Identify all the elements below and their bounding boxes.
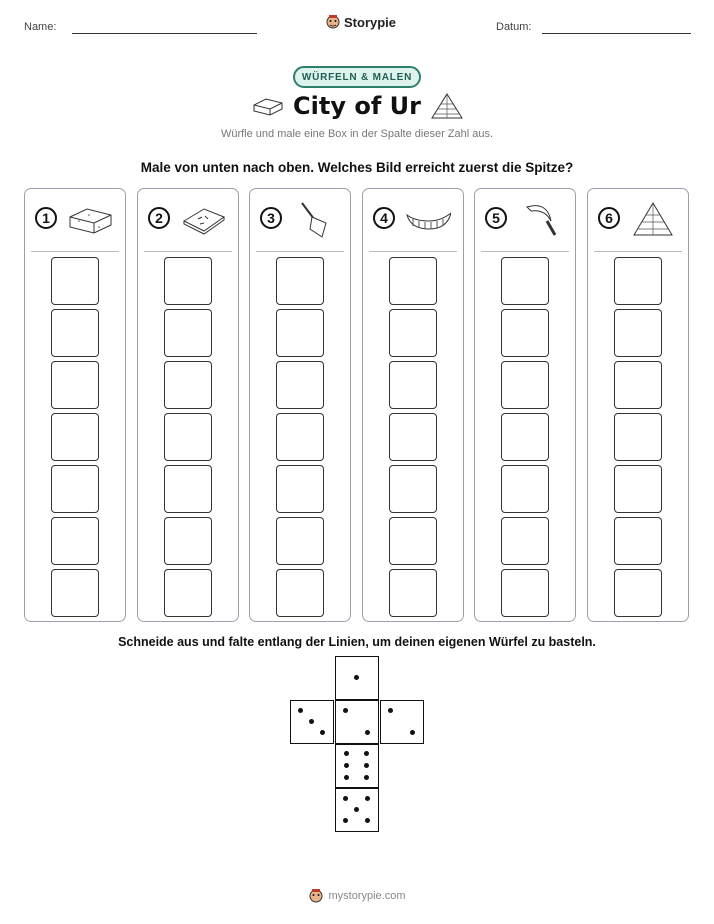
paint-box[interactable]	[614, 517, 662, 565]
column-6	[587, 188, 689, 622]
trowel-icon	[292, 199, 338, 239]
dice-pip	[343, 818, 348, 823]
paint-box[interactable]	[614, 569, 662, 617]
column-number: 4	[373, 207, 395, 229]
instruction-bottom: Schneide aus und falte entlang der Linien, um deinen eigenen Würfel zu basteln.	[118, 635, 596, 649]
column-5	[474, 188, 576, 622]
paint-box[interactable]	[164, 257, 212, 305]
column-header	[475, 189, 575, 251]
paint-box[interactable]	[51, 361, 99, 409]
sickle-icon	[517, 199, 563, 239]
column-number: 2	[148, 207, 170, 229]
paint-box[interactable]	[276, 257, 324, 305]
dice-pip	[343, 796, 348, 801]
column-3	[249, 188, 351, 622]
paint-box[interactable]	[501, 257, 549, 305]
paint-box[interactable]	[389, 413, 437, 461]
column-divider	[481, 251, 569, 252]
subtitle: Würfle und male eine Box in der Spalte dieser Zahl aus.	[220, 128, 494, 140]
column-header	[363, 189, 463, 251]
dice-pip	[364, 775, 369, 780]
paint-box[interactable]	[276, 517, 324, 565]
column-number: 3	[260, 207, 282, 229]
paint-box[interactable]	[501, 413, 549, 461]
paint-box[interactable]	[614, 257, 662, 305]
column-header	[250, 189, 350, 251]
footer	[0, 888, 714, 904]
paint-box[interactable]	[614, 309, 662, 357]
paint-box[interactable]	[164, 517, 212, 565]
column-divider	[369, 251, 457, 252]
footer-url[interactable]: mystorypie.com	[328, 890, 406, 902]
dice-pip	[343, 708, 348, 713]
date-line[interactable]	[542, 33, 691, 34]
column-header	[588, 189, 688, 251]
dice-pip	[354, 807, 359, 812]
brand-logo	[326, 14, 396, 30]
paint-box[interactable]	[51, 413, 99, 461]
column-number: 5	[485, 207, 507, 229]
column-header	[138, 189, 238, 251]
paint-box[interactable]	[614, 413, 662, 461]
page-title: City of Ur	[293, 92, 421, 120]
column-number: 6	[598, 207, 620, 229]
column-header	[25, 189, 125, 251]
dice-pip	[344, 763, 349, 768]
dice-face-5	[335, 788, 379, 832]
dice-face-2	[380, 700, 424, 744]
paint-box[interactable]	[276, 361, 324, 409]
paint-box[interactable]	[389, 465, 437, 513]
paint-box[interactable]	[164, 361, 212, 409]
dice-pip	[388, 708, 393, 713]
paint-box[interactable]	[276, 309, 324, 357]
dice-net	[290, 656, 426, 836]
dice-pip	[364, 763, 369, 768]
paint-box[interactable]	[501, 517, 549, 565]
dice-pip	[365, 796, 370, 801]
column-2	[137, 188, 239, 622]
paint-box[interactable]	[501, 309, 549, 357]
dice-face-6	[335, 744, 379, 788]
dice-pip	[410, 730, 415, 735]
mud-brick-icon	[67, 199, 113, 239]
paint-box[interactable]	[51, 517, 99, 565]
paint-box[interactable]	[389, 517, 437, 565]
paint-box[interactable]	[614, 465, 662, 513]
clay-tablet-icon	[180, 199, 226, 239]
ziggurat-icon	[630, 199, 676, 239]
paint-box[interactable]	[164, 465, 212, 513]
paint-box[interactable]	[501, 465, 549, 513]
column-divider	[594, 251, 682, 252]
paint-box[interactable]	[51, 257, 99, 305]
date-label: Datum:	[496, 21, 532, 33]
column-number: 1	[35, 207, 57, 229]
dice-face-3	[290, 700, 334, 744]
paint-box[interactable]	[389, 309, 437, 357]
storypie-mascot-icon	[326, 14, 340, 30]
dice-pip	[365, 818, 370, 823]
dice-pip	[344, 751, 349, 756]
brand-name: Storypie	[344, 14, 397, 30]
dice-pip	[320, 730, 325, 735]
name-line[interactable]	[72, 33, 257, 34]
activity-badge: WÜRFELN & MALEN	[293, 66, 421, 88]
paint-box[interactable]	[501, 361, 549, 409]
paint-box[interactable]	[389, 569, 437, 617]
column-divider	[256, 251, 344, 252]
dice-face-2	[335, 700, 379, 744]
dice-pip	[354, 675, 359, 680]
paint-box[interactable]	[164, 413, 212, 461]
storypie-mascot-icon	[308, 888, 324, 904]
column-1	[24, 188, 126, 622]
dice-face-1	[335, 656, 379, 700]
paint-box[interactable]	[276, 465, 324, 513]
column-divider	[144, 251, 232, 252]
dice-pip	[309, 719, 314, 724]
paint-box[interactable]	[389, 361, 437, 409]
paint-box[interactable]	[276, 569, 324, 617]
paint-box[interactable]	[389, 257, 437, 305]
column-divider	[31, 251, 119, 252]
ziggurat-title-icon	[430, 92, 464, 120]
reed-boat-icon	[405, 199, 451, 239]
paint-box[interactable]	[51, 569, 99, 617]
paint-box[interactable]	[164, 569, 212, 617]
column-4	[362, 188, 464, 622]
name-label: Name:	[24, 21, 57, 33]
instruction-top: Male von unten nach oben. Welches Bild erreicht zuerst die Spitze?	[140, 160, 574, 175]
dice-pip	[364, 751, 369, 756]
paint-box[interactable]	[51, 309, 99, 357]
dice-pip	[344, 775, 349, 780]
paint-box[interactable]	[276, 413, 324, 461]
paint-box[interactable]	[164, 309, 212, 357]
paint-box[interactable]	[614, 361, 662, 409]
paint-box[interactable]	[51, 465, 99, 513]
dice-pip	[365, 730, 370, 735]
paint-box[interactable]	[501, 569, 549, 617]
dice-pip	[298, 708, 303, 713]
